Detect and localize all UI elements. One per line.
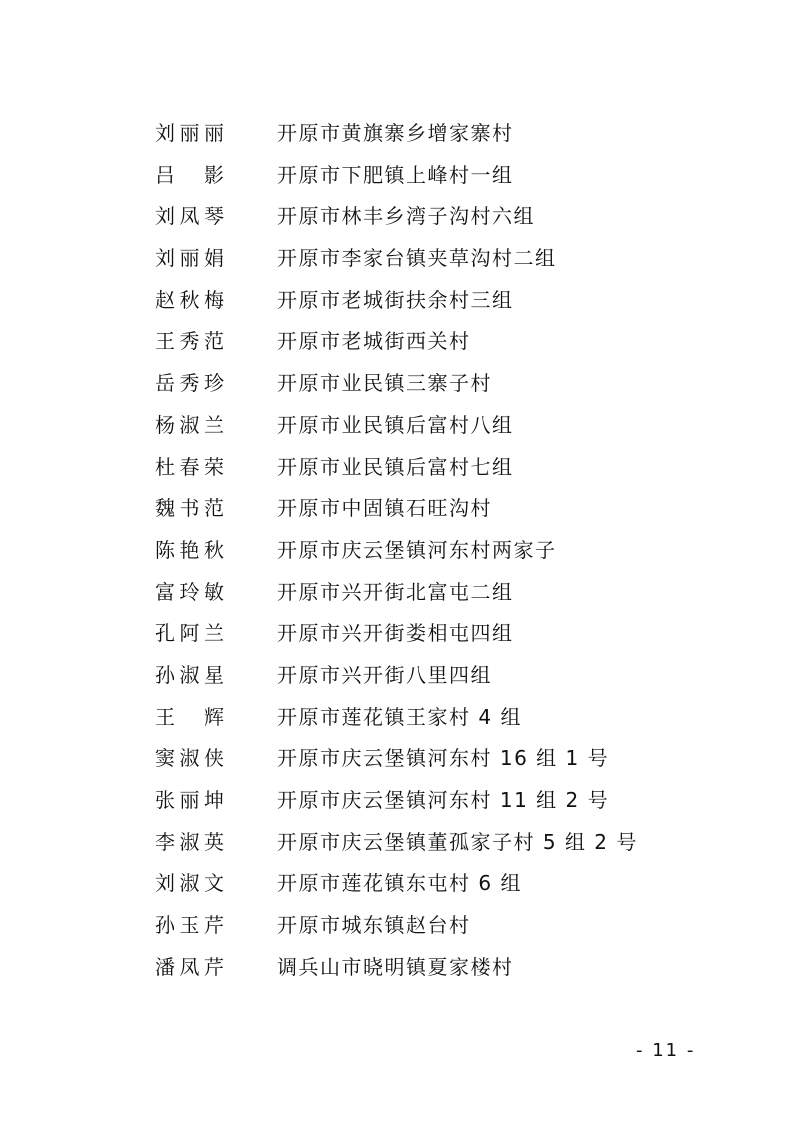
person-name: 刘凤琴 bbox=[155, 204, 225, 229]
person-name: 窦淑侠 bbox=[155, 746, 225, 771]
person-address: 开原市兴开街娄相屯四组 bbox=[277, 621, 514, 646]
person-address: 开原市兴开街北富屯二组 bbox=[277, 579, 514, 604]
list-item bbox=[0, 613, 793, 655]
person-name: 刘丽娟 bbox=[155, 246, 225, 271]
person-name: 杨淑兰 bbox=[155, 412, 225, 437]
list-item bbox=[0, 738, 793, 780]
person-name: 孙玉芹 bbox=[155, 913, 225, 938]
list-item bbox=[0, 280, 793, 322]
list-item bbox=[0, 488, 793, 530]
list-item bbox=[0, 238, 793, 280]
list-item bbox=[0, 572, 793, 614]
person-address: 开原市城东镇赵台村 bbox=[277, 913, 471, 938]
person-name: 孙淑星 bbox=[155, 662, 225, 687]
person-name: 岳秀珍 bbox=[155, 371, 225, 396]
person-name: 王 辉 bbox=[155, 704, 225, 729]
person-address: 开原市庆云堡镇河东村 16 组 1 号 bbox=[277, 746, 610, 771]
person-name: 刘丽丽 bbox=[155, 121, 225, 145]
person-address: 开原市业民镇三寨子村 bbox=[277, 371, 492, 396]
person-name: 富玲敏 bbox=[155, 579, 225, 604]
list-item bbox=[0, 697, 793, 739]
person-address: 开原市业民镇后富村七组 bbox=[277, 454, 514, 479]
person-address: 开原市莲花镇王家村 4 组 bbox=[277, 704, 522, 729]
person-address: 开原市下肥镇上峰村一组 bbox=[277, 162, 514, 187]
person-address: 开原市庆云堡镇董孤家子村 5 组 2 号 bbox=[277, 829, 638, 854]
person-name: 李淑英 bbox=[155, 829, 225, 854]
person-name: 孔阿兰 bbox=[155, 621, 225, 646]
list-item bbox=[0, 155, 793, 197]
person-address: 调兵山市晓明镇夏家楼村 bbox=[277, 954, 514, 979]
list-item bbox=[0, 363, 793, 405]
person-name: 杜春荣 bbox=[155, 454, 225, 479]
person-name: 魏书范 bbox=[155, 496, 225, 521]
list-item bbox=[0, 530, 793, 572]
person-address: 开原市老城街扶余村三组 bbox=[277, 287, 514, 312]
person-address: 开原市庆云堡镇河东村两家子 bbox=[277, 537, 557, 562]
list-item bbox=[0, 655, 793, 697]
name-address-list bbox=[0, 113, 793, 988]
person-address: 开原市老城街西关村 bbox=[277, 329, 471, 354]
person-name: 潘凤芹 bbox=[155, 954, 225, 979]
page-number: - 11 - bbox=[636, 1040, 696, 1061]
person-name: 王秀范 bbox=[155, 329, 225, 354]
list-item bbox=[0, 447, 793, 489]
list-item bbox=[0, 405, 793, 447]
list-item bbox=[0, 780, 793, 822]
person-address: 开原市黄旗寨乡增家寨村 bbox=[277, 121, 514, 145]
person-address: 开原市庆云堡镇河东村 11 组 2 号 bbox=[277, 788, 610, 812]
list-item bbox=[0, 113, 793, 155]
person-name: 吕 影 bbox=[155, 162, 225, 187]
person-name: 赵秋梅 bbox=[155, 287, 225, 312]
person-name: 陈艳秋 bbox=[155, 537, 225, 562]
person-address: 开原市兴开街八里四组 bbox=[277, 662, 492, 687]
person-address: 开原市李家台镇夹草沟村二组 bbox=[277, 246, 557, 271]
person-name: 张丽坤 bbox=[155, 788, 225, 812]
list-item bbox=[0, 863, 793, 905]
list-item bbox=[0, 822, 793, 864]
person-address: 开原市莲花镇东屯村 6 组 bbox=[277, 871, 522, 896]
person-address: 开原市业民镇后富村八组 bbox=[277, 412, 514, 437]
list-item bbox=[0, 196, 793, 238]
person-address: 开原市中固镇石旺沟村 bbox=[277, 496, 492, 521]
person-name: 刘淑文 bbox=[155, 871, 225, 896]
list-item bbox=[0, 947, 793, 989]
list-item bbox=[0, 905, 793, 947]
list-item bbox=[0, 321, 793, 363]
person-address: 开原市林丰乡湾子沟村六组 bbox=[277, 204, 535, 229]
